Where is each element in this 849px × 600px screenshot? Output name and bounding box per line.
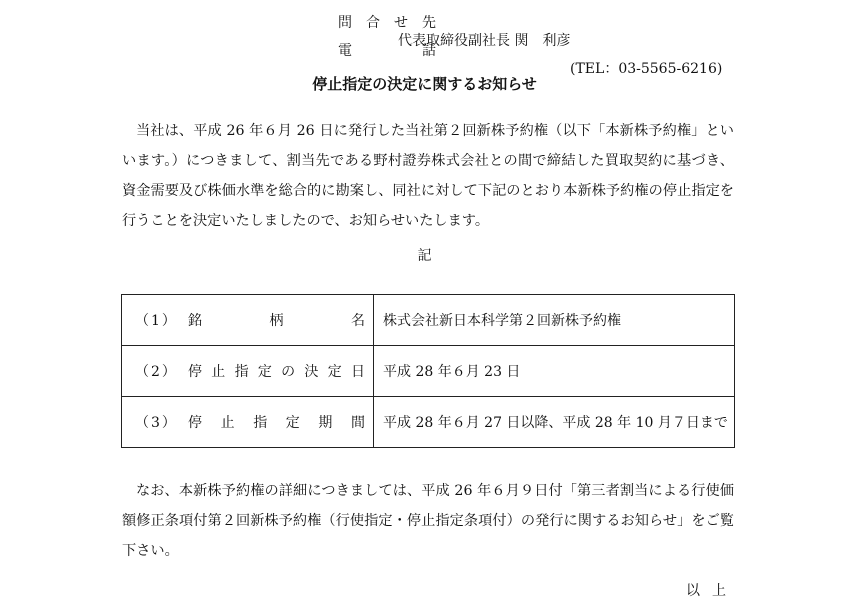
- row-label-char: 名: [351, 313, 365, 329]
- details-table: [121, 294, 735, 448]
- inquiry-value: 代表取締役副社長 関 利彦: [398, 33, 571, 49]
- inquiry-label: 問 合 せ 先: [338, 15, 436, 31]
- row-label-char: 日: [350, 364, 365, 380]
- row-label-char: 定: [257, 364, 272, 380]
- row-label-char: 停: [188, 364, 202, 380]
- row-label-char: 間: [350, 415, 365, 431]
- row-label-char: 定: [327, 364, 342, 380]
- table-row: [122, 295, 735, 346]
- table-row: [122, 346, 735, 397]
- closing-mark: 以上: [686, 583, 738, 599]
- row-label-cell: [122, 397, 374, 448]
- page-title: 停止指定の決定に関するお知らせ: [312, 75, 537, 93]
- intro-paragraph: 当社は、平成 26 年６月 26 日に発行した当社第２回新株予約権（以下「本新株予約権」といいます。）につきまして、割当先である野村證券株式会社との間で締結した買取契約に基づき、資金需要及び株価水準を総合的に勘案し、同社に対して下記のとおり本新株予約権の停止指定を行うことを決定いたしましたので、お知らせいたします。: [122, 123, 734, 229]
- row-label: [188, 310, 373, 330]
- table-row: [122, 397, 735, 448]
- row-label-cell: [122, 295, 374, 346]
- row-label-char: 決: [304, 364, 319, 380]
- row-label-char: 定: [285, 415, 300, 431]
- row-label-char: 指: [253, 415, 268, 431]
- row-number: （1）: [135, 313, 178, 329]
- phone-value: (TEL：03-5565-6216): [570, 61, 723, 77]
- row-label-char: の: [281, 364, 296, 380]
- row-label: [188, 361, 373, 381]
- row-label-char: 銘: [188, 313, 202, 329]
- row-label: [188, 412, 373, 432]
- phone-label: 電 話: [338, 43, 436, 59]
- row-number: （2）: [135, 364, 178, 380]
- ki-marker: 記: [417, 248, 432, 264]
- row-value: 平成 28 年６月 23 日: [374, 346, 735, 397]
- row-label-char: 柄: [269, 313, 284, 329]
- row-label-char: 停: [188, 415, 202, 431]
- row-label-cell: [122, 346, 374, 397]
- row-label-char: 止: [220, 415, 235, 431]
- row-label-char: 期: [318, 415, 333, 431]
- row-value: 株式会社新日本科学第２回新株予約権: [374, 295, 735, 346]
- row-label-char: 指: [234, 364, 249, 380]
- row-number: （3）: [135, 415, 178, 431]
- row-value: 平成 28 年６月 27 日以降、平成 28 年 10 月７日まで: [374, 397, 735, 448]
- closing-paragraph: なお、本新株予約権の詳細につきましては、平成 26 年６月９日付「第三者割当による行使価額修正条項付第２回新株予約権（行使指定・停止指定条項付）の発行に関するお知らせ」をご覧下さい。: [122, 483, 734, 559]
- row-label-char: 止: [211, 364, 226, 380]
